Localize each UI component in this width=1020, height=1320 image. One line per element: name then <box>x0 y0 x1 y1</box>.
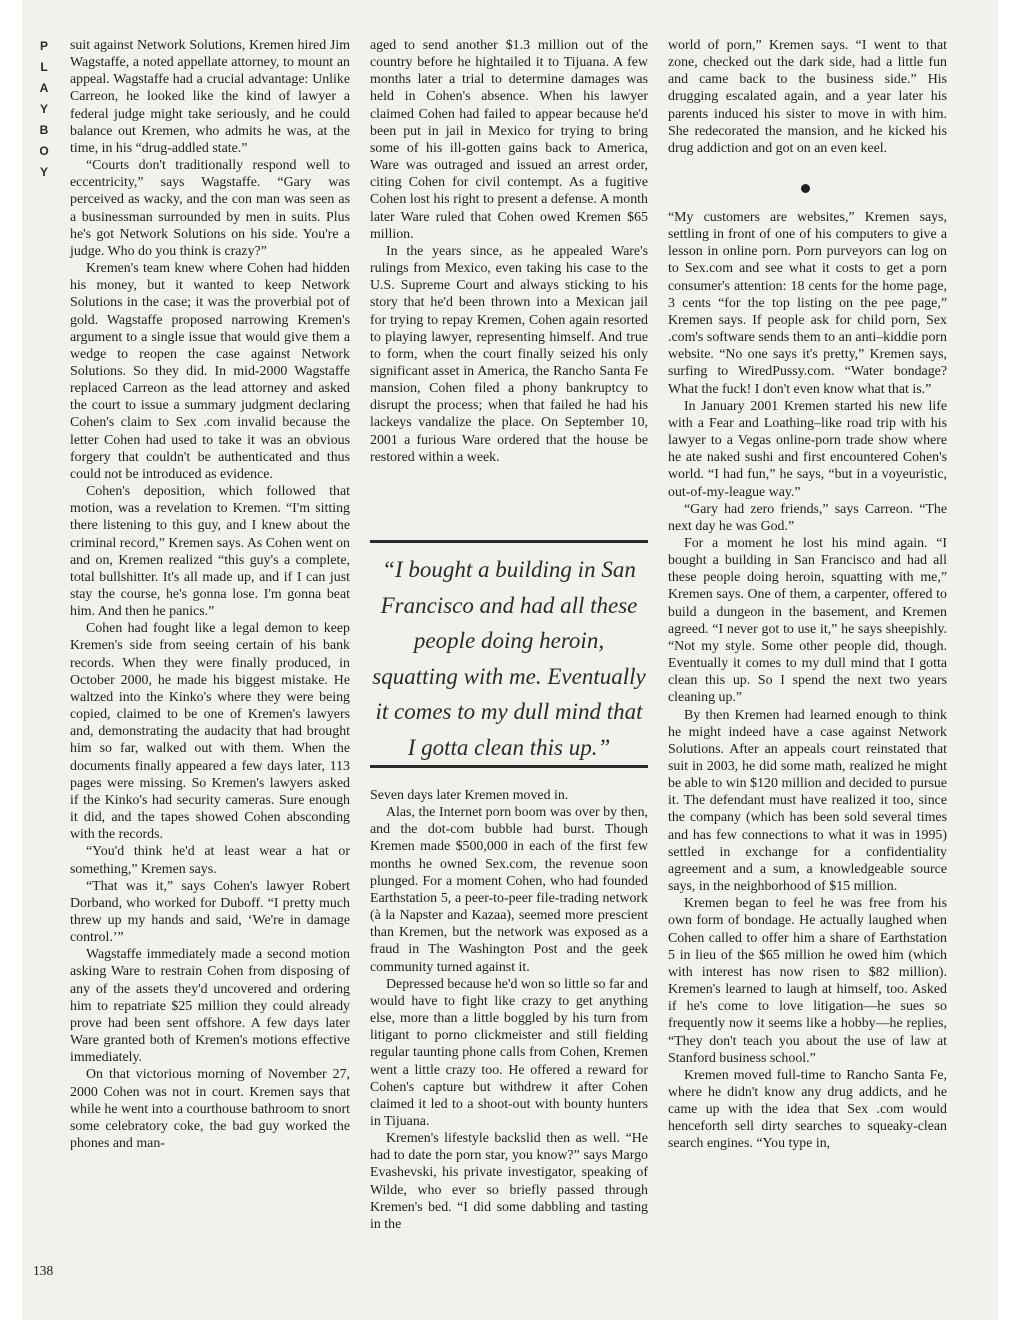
paragraph: “That was it,” says Cohen's lawyer Robert Dorband, who worked for Duboff. “I pretty much threw up my hands and said, ‘We're in damage control.’” <box>70 878 350 946</box>
paragraph: Kremen began to feel he was free from his own form of bondage. He actually laughed when Cohen called to offer him a share of Earthstation 5 in lieu of the $65 million he owed him (which with interest has now risen to $82 million). Kremen's learned to laugh at himself, too. Asked if he's come to love litigation—he sues so frequently now it seems like a hobby—he replies, “They don't teach you about the use of law at Stanford business school.” <box>668 896 947 1066</box>
running-head-letter: B <box>39 123 49 137</box>
paragraph: Cohen's deposition, which followed that motion, was a revelation to Kremen. “I'm sitting there listening to this guy, and I knew about the criminal record,” Kremen says. As Cohen went on and on, Kremen realized “this guy's a complete, total bullshitter. It's all made up, and if I can just stay the course, he's gonna lose. I'm gonna beat him. And then he panics.” <box>70 484 350 620</box>
pull-quote-rule-bottom <box>370 765 648 768</box>
text-column-3-bottom <box>668 209 947 1153</box>
paragraph: Depressed because he'd won so little so far and would have to fight like crazy to get anything else, more than a little boggled by his turn from litigant to porno clickmeister and still fielding regular taunting phone calls from Cohen, Kremen went a little crazy too. He offered a reward for Cohen's capture but withdrew it after Cohen claimed it led to a shoot-out with bounty hunters in Tijuana. <box>370 976 648 1129</box>
paragraph: Wagstaffe immediately made a second motion asking Ware to restrain Cohen from disposing of any of the assets they'd uncovered and ordering him to repatriate $25 million they could already prove had been sent offshore. A few days later Ware granted both of Kremen's motions effective immediately. <box>70 947 350 1066</box>
text-column-2-top <box>370 37 648 466</box>
section-break-bullet <box>801 184 810 193</box>
running-head-letter: Y <box>39 165 48 179</box>
paragraph: In January 2001 Kremen started his new life with a Fear and Loathing–like road trip with his lawyer to a Vegas online-porn trade show where he ate naked sushi and first encountered Cohen's world. “I had fun,” he says, “but in a voyeuristic, out-of-my-league way.” <box>668 398 947 500</box>
paragraph: “You'd think he'd at least wear a hat or something,” Kremen says. <box>70 844 350 877</box>
paragraph: Cohen had fought like a legal demon to keep Kremen's side from seeing certain of his bank records. When they were finally produced, in October 2000, he made his biggest mistake. He waltzed into the Kinko's where they were being copied, claimed to be one of Kremen's lawyers and, demonstrating the audacity that had brought him so far, walked out with them. When the documents finally appeared a few days later, 113 pages were missing. So Kremen's lawyers asked if the Kinko's had security cameras. Sure enough it did, and the tapes showed Cohen absconding with the records. <box>70 621 350 843</box>
pull-quote: “I bought a building in San Francisco and had all these people doing heroin, squatting with me. Eventually it comes to my dull mind that I gotta clean this up.” <box>372 557 646 760</box>
paragraph: “Courts don't traditionally respond well to eccentricity,” says Wagstaffe. “Gary was perceived as wacky, and the con man was seen as a businessman surrounded by men in suits. Plus he's got Network Solutions on his side. You're a judge. Who do you think is crazy?” <box>70 158 350 259</box>
paragraph: By then Kremen had learned enough to think he might indeed have a case against Network Solutions. After an appeals court reinstated that suit in 2003, he did some math, realized he might be able to win $120 million and decided to pursue it. The defendant must have realized it too, since the company (which has been sold several times and has few connections to what it was in 1995) settled in exchange for a confidentiality agreement and a sum, a knowledgeable source says, in the neighborhood of $15 million. <box>668 707 947 895</box>
page-number: 138 <box>33 1263 54 1278</box>
paragraph: In the years since, as he appealed Ware's rulings from Mexico, even taking his case to the U.S. Supreme Court and always sticking to his story that he'd been thrown into a Mexican jail for trying to repay Kremen, Cohen again resorted to playing lawyer, representing himself. And true to form, when the court finally seized his only significant asset in America, the Rancho Santa Fe mansion, Cohen filed a phony bankruptcy to disrupt the process; when that failed he had his lackeys vandalize the place. On September 10, 2001 a furious Ware ordered that the house be restored within a week. <box>370 243 648 465</box>
paragraph: suit against Network Solutions, Kremen hired Jim Wagstaffe, a noted appellate attorney, to mount an appeal. Wagstaffe had a crucial advantage: Unlike Carreon, he looked like the kind of lawyer a federal judge might take seriously, and he could balance out Kremen, who admits he was, at the time, in his “drug-addled state.” <box>70 38 350 156</box>
paragraph: world of porn,” Kremen says. “I went to that zone, checked out the dark side, had a little fun and came back to the business side.” His drugging escalated again, and a year later his parents induced his sister to move in with him. She redecorated the mansion, and he kicked his drug addiction and got on an even keel. <box>668 38 947 156</box>
paragraph: For a moment he lost his mind again. “I bought a building in San Francisco and had all these people doing heroin, squatting with me,” Kremen says. One of them, a carpenter, offered to build a dungeon in the basement, and Kremen agreed. “I never got to use it,” he says sheepishly. “Not my style. Some other people did, though. Eventually it comes to my dull mind that I gotta clean this up. So I spend the next two years cleaning up.” <box>668 535 947 706</box>
running-head-playboy <box>34 36 54 183</box>
paragraph: “Gary had zero friends,” says Carreon. “The next day he was God.” <box>668 501 947 534</box>
paragraph: Seven days later Kremen moved in. <box>370 788 569 803</box>
paragraph: On that victorious morning of November 27, 2000 Cohen was not in court. Kremen says that while he went into a courthouse bathroom to snort some celebratory coke, the bad guy worked the phones and man- <box>70 1067 350 1151</box>
paragraph: Kremen moved full-time to Rancho Santa Fe, where he didn't know any drug addicts, and he came up with the idea that Sex .com would henceforth sell dirty searches to squeaky-clean search engines. “You type in, <box>668 1067 947 1152</box>
running-head-letter: Y <box>39 102 48 116</box>
pull-quote-rule-top <box>370 540 648 543</box>
text-column-2-bottom <box>370 787 648 1233</box>
text-column-3-top <box>668 37 947 157</box>
paragraph: Kremen's lifestyle backslid then as well. “He had to date the porn star, you know?” says Margo Evashevski, his private investigator, speaking of Wilde, who ever so briefly passed through Kremen's bed. “I did some dabbling and tasting in the <box>370 1131 648 1232</box>
running-head-letter: A <box>39 81 49 95</box>
paragraph: aged to send another $1.3 million out of the country before he hightailed it to Tijuana. A few months later a trial to determine damages was held in Cohen's absence. When his lawyer claimed Cohen had failed to appear because he'd been put in jail in Mexico for trying to bring some of his ill-gotten gains back to America, Ware was outraged and issued an arrest order, citing Cohen for civil contempt. As a fugitive Cohen lost his right to present a defense. A month later Ware ruled that Cohen owed Kremen $65 million. <box>370 38 648 242</box>
running-head-letter: O <box>39 144 49 158</box>
running-head-letter: L <box>40 60 48 74</box>
running-head-letter: P <box>39 39 48 53</box>
text-column-1 <box>70 37 350 1152</box>
page-edge <box>998 0 1020 1320</box>
paragraph: Alas, the Internet porn boom was over by then, and the dot-com bubble had burst. Though Kremen made $500,000 in each of the first few months he owned Sex.com, the revenue soon plunged. For a moment Cohen, who had founded Earthstation 5, a peer-to-peer file-trading network (à la Napster and Kazaa), seemed more prescient than Kremen, but the network was exposed as a fraud in The Washington Post and the geek community turned against it. <box>370 805 648 975</box>
paragraph: Kremen's team knew where Cohen had hidden his money, but it wanted to keep Network Solutions in the case; it was the proverbial pot of gold. Wagstaffe proposed narrowing Kremen's argument to a single issue that would give them a wedge to reopen the case against Network Solutions. So they did. In mid-2000 Wagstaffe replaced Carreon as the lead attorney and asked the court to issue a summary judgment declaring Cohen's claim to Sex .com invalid because the letter Cohen had used to take it was an obvious forgery that couldn't be authenticated and thus could not be introduced as evidence. <box>70 261 350 482</box>
paragraph: “My customers are websites,” Kremen says, settling in front of one of his computers to give a lesson in online porn. Porn purveyors can log on to Sex.com and see what it costs to get a porn consumer's attention: 18 cents for the home page, 3 cents “for the top listing on the pee page,” Kremen says. If people ask for child porn, Sex .com's software sends them to an anti–kiddie porn website. “No one says it's pretty,” Kremen says, surfing to WiredPussy.com. “Water bondage? What the fuck! I don't even know what that is.” <box>668 210 947 397</box>
